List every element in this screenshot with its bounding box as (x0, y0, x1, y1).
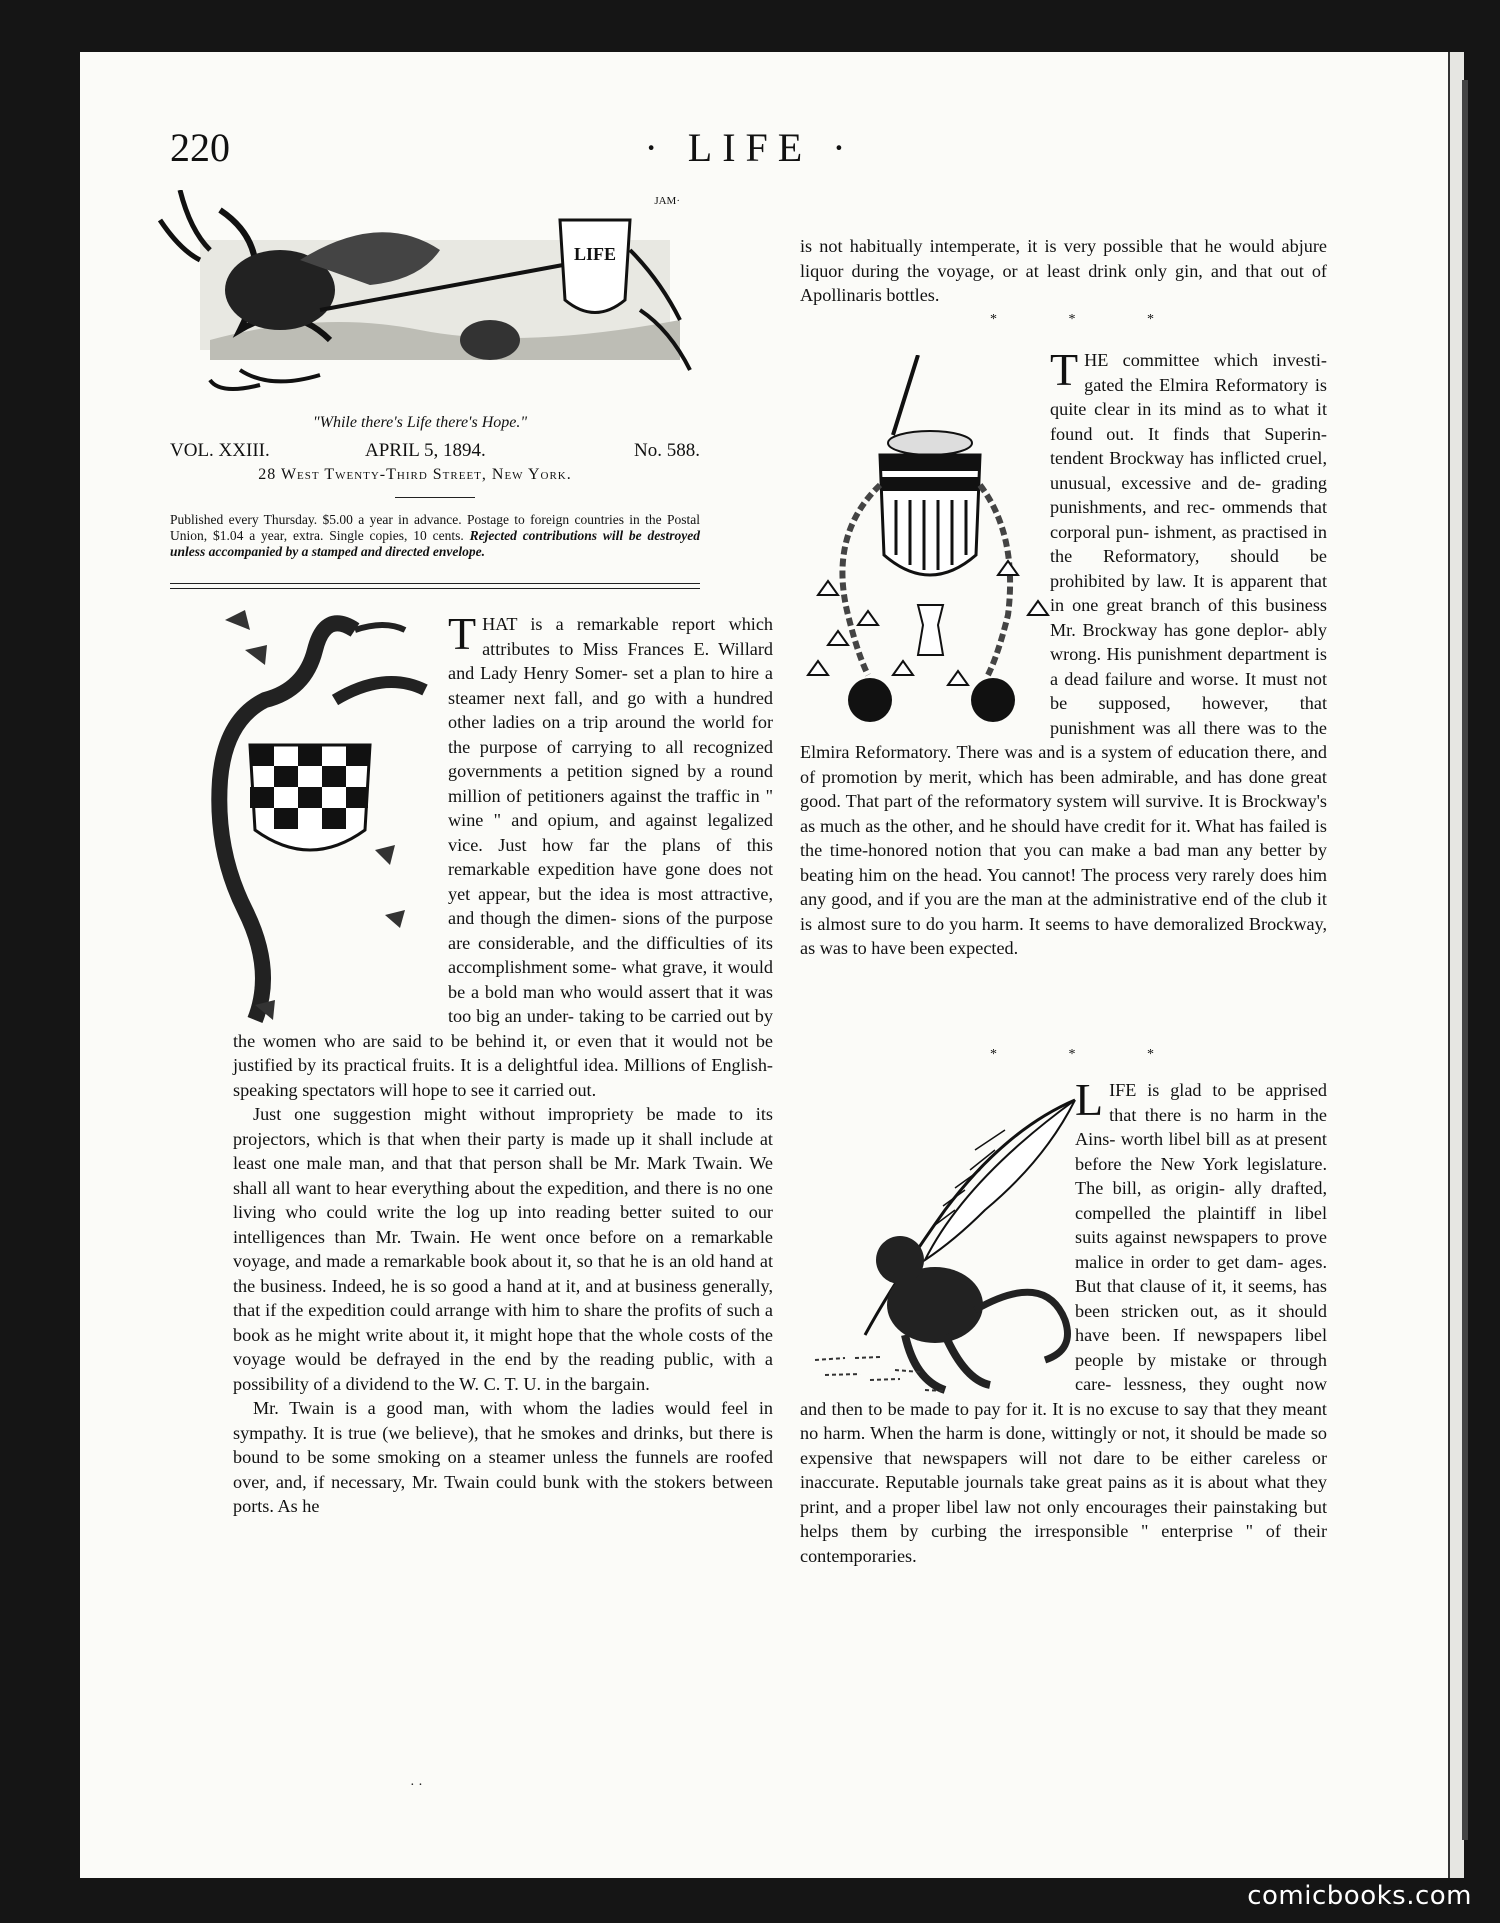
libel-para: LIFE is glad to be apprised that there is no harm in the Ains- worth libel bill as at present before the New York legislature. The bill, as origin- ally drafted, compelled the plaintiff in libel suits against newspapers to prove malice in order to get dam- ages. But that clause of it, it seems, has been stricken out, as it should have been. If newspapers libel people by mistake or through care- lessness, they ought now and then to be made to pay for it. It is no excuse to say that they meant no harm. When the harm is done, wittingly or not, it should be made so expensive that newspapers will not dare to be either careless or inaccurate. Reputable journals take great pains as it is about what they print, and a proper libel law not only encourages their painstaking but helps them by curbing the irresponsible " enterprise " of their contemporaries. (800, 1074, 1328, 1566)
left-para2: Just one suggestion might without impropriety be made to its projectors, which is that when their party is made up it shall include at least one male man, and that that person shall be Mr. Mark Twain. We shall all want to hear everything about the expedition, and there is no one living who could write the log up into reading better suited to our intelligences than Mr. Twain. He went once before on a remarkable voyage, and made a remarkable book about it, so that he is an old hand at the business. Indeed, he is so good a hand at it, and at business generally, that if the expedition could arrange with him to share the profits of such a book as he might write about it, it might hope that the whole costs of the voyage would be defrayed in the end by the reading public, with a possibility of a dividend to the W. C. T. U. in the bargain. (233, 1104, 773, 1394)
left-para1-rest: taking to be carried out by the women who are said to be behind it, or even that it would not be justified by its practical fruits. It is a delightful idea. Millions of English-speaking spectators will hope to see it carried out. (233, 1006, 773, 1100)
reformatory-para: THE committee which investi- gated the Elmira Reformatory is quite clear in its mind as to what it found out. It finds that Superin- tendent Brockway has inflicted cruel, unusual, excessive and de- grading punishments, and rec- ommends that corporal pun- ishment, as practised in the Reformatory, should be prohibited by law. It is apparent that in one great branch of this business Mr. Brockway has gone deplor- ably wrong. His punishment department is a dead failure and worse. It must not be supposed, however, that punishment was all there was to the Elmira Reformatory. There was and is a system of education there, and of promotion by merit, which has been admirable, and has done great good. That part of the reformatory system will survive. It is Brockway's as much as the other, and he should have credit for it. What has failed is the time-honored notion that you can make a bad man any better by beating him on the head. You cannot! The process very rarely does him any good, and if you are the man at the administrative end of the club it is almost sure to do you harm. It seems to have demoralized Brockway, as was to have been expected. (800, 344, 1328, 958)
double-rule (170, 583, 700, 589)
issue-date: APRIL 5, 1894. (365, 440, 486, 461)
left-para1-wrapped: THAT is a remarkable report which attributes to Miss Frances E. Willard and Lady Henry Somer- set a plan to hire a steamer next fall, and go with a hundred other ladies on a trip around the world for the purpose of carrying to all recognized governments a petition signed by a round million of petitioners against the traffic in " wine " and opium, and against legalized vice. Just how far the plans of this remarkable expedition have gone does not yet appear, but the idea is most attractive, and though the dimen- sions of the purpose are considerable, and the difficulties of its accomplishment some- what grave, it would be a bold man who would assert that it was too big an under- taking to be carried out by the women who are said to be behind it, or even that it would not be justified by its practical fruits. It is a delightful idea. Millions of English-speaking spectators will hope to see it carried out. (233, 608, 774, 1100)
section-separator-2: * * * (990, 1047, 1188, 1062)
right-section-3 (800, 1074, 1328, 1568)
volume-number: VOL. XXIII. (170, 440, 270, 461)
masthead-illustration (120, 190, 700, 400)
watermark: comicbooks.com (1247, 1881, 1472, 1911)
rejection-note: Rejected contributions will be destroyed unless accompanied by a stamped and directed envelope. (170, 528, 701, 559)
left-illustration-float (233, 612, 448, 1012)
masthead-shield-text: LIFE (573, 244, 617, 264)
reformatory-illustration-float (800, 348, 1050, 738)
monkey-illustration-float (800, 1078, 1075, 1393)
bottom-mark: · · (410, 1778, 423, 1793)
page-edge-shadow (1462, 80, 1468, 1840)
artist-signature: JAM· (654, 195, 680, 207)
left-column (233, 608, 774, 1519)
drop-cap-t: T (448, 608, 477, 659)
masthead-motto: "While there's Life there's Hope." (312, 414, 528, 431)
subscription-terms: Published every Thursday. $5.00 a year in advance. Postage to foreign countries in the Postal Union, $1.04 a year, extra. Single copies, 10 cents. (170, 512, 700, 543)
drop-cap-t-2: T (1050, 344, 1079, 395)
right-continuation: is not habitually intemperate, it is very possible that he would abjure liquor during the voyage, or at least drink only gin, and that out of Apollinaris bottles. (800, 236, 1327, 305)
issue-number: No. 588. (634, 440, 700, 461)
short-rule (395, 497, 475, 498)
drop-cap-l: L (1075, 1074, 1104, 1125)
page-number: 220 (170, 125, 230, 170)
right-section-2 (800, 344, 1328, 961)
section-separator-1: * * * (990, 312, 1188, 327)
running-title: · LIFE · (644, 125, 856, 170)
publication-info (170, 512, 700, 560)
publisher-address: 28 West Twenty-Third Street, New York. (258, 466, 572, 483)
left-para3: Mr. Twain is a good man, with whom the ladies would feel in sympathy. It is true (we believe), that he smokes and drinks, but there is bound to be some smoking on a steamer unless the funnels are roofed over, and, if necessary, Mr. Twain could bunk with the stokers between ports. As he (233, 1398, 773, 1516)
page-header (0, 124, 1500, 184)
right-column-top (800, 234, 1327, 308)
left-line-1: HAT is a remarkable report (482, 614, 716, 634)
